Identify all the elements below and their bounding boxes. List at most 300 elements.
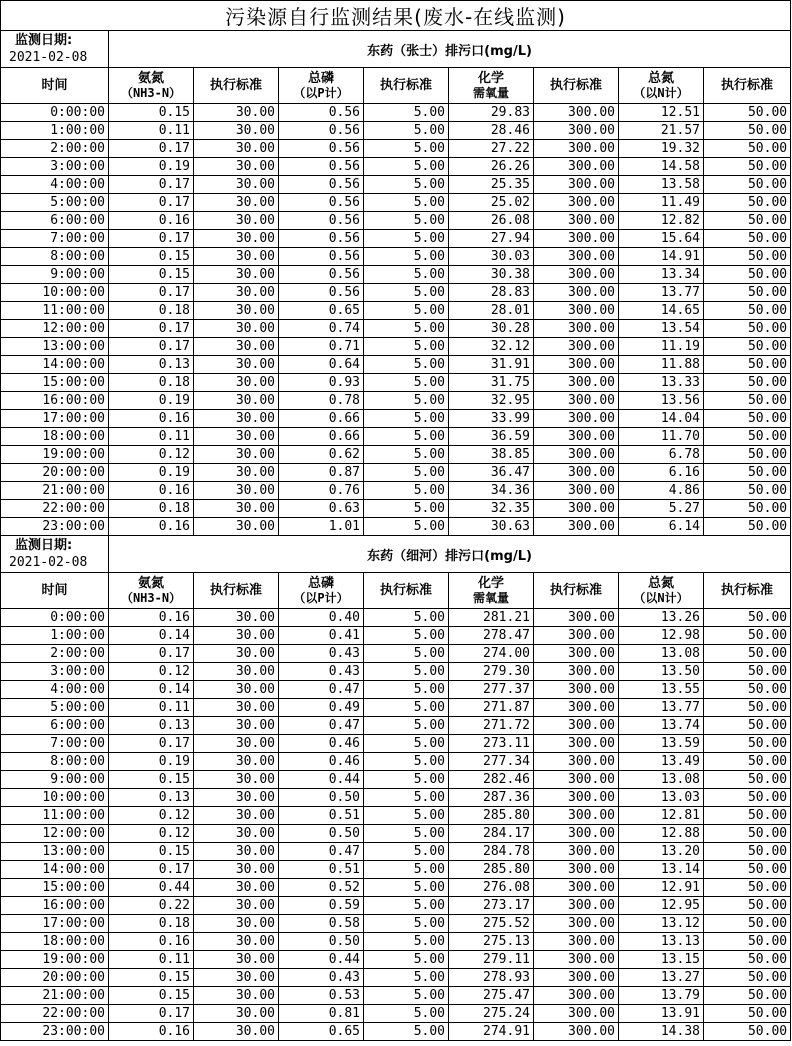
table-cell: 11.49: [619, 194, 704, 212]
table-row: [1, 1023, 791, 1041]
table-cell: 5.00: [364, 915, 449, 933]
table-cell: 13.33: [619, 374, 704, 392]
table-cell: 5.00: [364, 1023, 449, 1041]
table-cell: 30.00: [194, 176, 279, 194]
table-cell: 5.00: [364, 609, 449, 627]
table-cell: 0.13: [109, 356, 194, 374]
table-cell: 0.71: [279, 338, 364, 356]
table-row: [1, 915, 791, 933]
column-header-main: 总氮: [647, 575, 674, 591]
section-header-row: [1, 536, 791, 573]
table-cell: 30.00: [194, 681, 279, 699]
table-cell: 5.00: [364, 969, 449, 987]
column-header-main: 时间: [41, 78, 68, 93]
table-cell: 50.00: [704, 825, 791, 843]
table-cell: 5.00: [364, 879, 449, 897]
table-cell: 300.00: [534, 681, 619, 699]
table-cell: 9:00:00: [1, 266, 109, 284]
table-cell: 0.51: [279, 861, 364, 879]
column-header: [279, 68, 364, 104]
table-cell: 0.43: [279, 645, 364, 663]
table-cell: 7:00:00: [1, 735, 109, 753]
table-cell: 0.47: [279, 681, 364, 699]
table-cell: 50.00: [704, 518, 791, 536]
table-cell: 30.00: [194, 969, 279, 987]
table-cell: 36.47: [449, 464, 534, 482]
table-cell: 30.00: [194, 212, 279, 230]
table-cell: 13.55: [619, 681, 704, 699]
table-cell: 0.19: [109, 392, 194, 410]
table-cell: 30.00: [194, 987, 279, 1005]
table-cell: 50.00: [704, 861, 791, 879]
table-row: [1, 194, 791, 212]
table-cell: 30.00: [194, 500, 279, 518]
table-cell: 30.00: [194, 807, 279, 825]
table-cell: 25.35: [449, 176, 534, 194]
table-cell: 21.57: [619, 122, 704, 140]
table-cell: 278.47: [449, 627, 534, 645]
table-cell: 5.00: [364, 681, 449, 699]
table-cell: 30.00: [194, 717, 279, 735]
table-cell: 22:00:00: [1, 500, 109, 518]
table-cell: 30.00: [194, 951, 279, 969]
table-row: [1, 392, 791, 410]
column-header-sub: 需氧量: [472, 590, 509, 605]
table-cell: 50.00: [704, 248, 791, 266]
table-cell: 13.91: [619, 1005, 704, 1023]
table-cell: 0.15: [109, 771, 194, 789]
table-cell: 300.00: [534, 374, 619, 392]
column-header-main: 执行标准: [721, 78, 774, 93]
table-cell: 300.00: [534, 284, 619, 302]
column-header-main: 化学: [477, 70, 504, 86]
table-cell: 30.00: [194, 446, 279, 464]
table-cell: 0.50: [279, 825, 364, 843]
table-row: [1, 663, 791, 681]
table-cell: 50.00: [704, 446, 791, 464]
table-cell: 300.00: [534, 428, 619, 446]
table-cell: 0.17: [109, 230, 194, 248]
table-cell: 300.00: [534, 951, 619, 969]
table-cell: 12.51: [619, 104, 704, 122]
table-cell: 5.27: [619, 500, 704, 518]
table-row: [1, 825, 791, 843]
column-header-main: 执行标准: [379, 583, 432, 598]
table-cell: 13.03: [619, 789, 704, 807]
table-cell: 0.53: [279, 987, 364, 1005]
table-cell: 300.00: [534, 807, 619, 825]
table-cell: 21:00:00: [1, 482, 109, 500]
table-row: [1, 771, 791, 789]
table-cell: 30.00: [194, 428, 279, 446]
table-cell: 0.16: [109, 410, 194, 428]
table-cell: 9:00:00: [1, 771, 109, 789]
table-cell: 11:00:00: [1, 302, 109, 320]
table-row: [1, 140, 791, 158]
table-cell: 12.95: [619, 897, 704, 915]
table-cell: 282.46: [449, 771, 534, 789]
table-cell: 30.00: [194, 284, 279, 302]
table-cell: 300.00: [534, 194, 619, 212]
table-cell: 36.59: [449, 428, 534, 446]
table-cell: 0.44: [109, 879, 194, 897]
table-cell: 50.00: [704, 735, 791, 753]
table-cell: 50.00: [704, 933, 791, 951]
table-row: [1, 518, 791, 536]
column-header-main: 总磷: [307, 70, 334, 86]
table-cell: 5.00: [364, 248, 449, 266]
table-cell: 30.00: [194, 230, 279, 248]
table-cell: 3:00:00: [1, 158, 109, 176]
column-header: [194, 68, 279, 104]
table-cell: 276.08: [449, 879, 534, 897]
column-header: [194, 573, 279, 609]
table-cell: 12.91: [619, 879, 704, 897]
table-cell: 30.00: [194, 843, 279, 861]
table-cell: 279.11: [449, 951, 534, 969]
table-cell: 50.00: [704, 194, 791, 212]
table-cell: 5.00: [364, 735, 449, 753]
table-cell: 28.46: [449, 122, 534, 140]
table-cell: 50.00: [704, 717, 791, 735]
table-cell: 279.30: [449, 663, 534, 681]
table-cell: 5.00: [364, 392, 449, 410]
table-cell: 50.00: [704, 609, 791, 627]
table-cell: 50.00: [704, 212, 791, 230]
column-header-main: 时间: [41, 583, 68, 598]
table-cell: 30.00: [194, 627, 279, 645]
table-row: [1, 158, 791, 176]
table-cell: 8:00:00: [1, 753, 109, 771]
table-cell: 30.00: [194, 753, 279, 771]
table-cell: 23:00:00: [1, 518, 109, 536]
table-row: [1, 374, 791, 392]
table-cell: 13.34: [619, 266, 704, 284]
table-cell: 12:00:00: [1, 320, 109, 338]
table-cell: 0.56: [279, 284, 364, 302]
monitoring-date-value: 2021-02-08: [9, 555, 88, 570]
table-cell: 0.44: [279, 951, 364, 969]
table-cell: 0.87: [279, 464, 364, 482]
table-cell: 30.00: [194, 266, 279, 284]
table-cell: 5.00: [364, 1005, 449, 1023]
table-cell: 27.94: [449, 230, 534, 248]
table-cell: 300.00: [534, 140, 619, 158]
table-cell: 19.32: [619, 140, 704, 158]
table-cell: 22:00:00: [1, 1005, 109, 1023]
table-cell: 0.12: [109, 807, 194, 825]
table-cell: 30.00: [194, 789, 279, 807]
table-cell: 300.00: [534, 248, 619, 266]
table-cell: 11.88: [619, 356, 704, 374]
table-cell: 34.36: [449, 482, 534, 500]
table-cell: 30.00: [194, 104, 279, 122]
table-cell: 50.00: [704, 104, 791, 122]
table-cell: 0.11: [109, 699, 194, 717]
table-cell: 5.00: [364, 500, 449, 518]
table-cell: 300.00: [534, 663, 619, 681]
table-cell: 5.00: [364, 356, 449, 374]
table-cell: 30.00: [194, 158, 279, 176]
table-cell: 26.08: [449, 212, 534, 230]
table-cell: 0.56: [279, 212, 364, 230]
table-cell: 27.22: [449, 140, 534, 158]
column-header-main: 氨氮: [137, 70, 164, 86]
table-cell: 300.00: [534, 230, 619, 248]
table-cell: 0.56: [279, 176, 364, 194]
table-row: [1, 284, 791, 302]
table-cell: 30.00: [194, 915, 279, 933]
table-cell: 30.00: [194, 410, 279, 428]
table-cell: 30.38: [449, 266, 534, 284]
table-cell: 30.63: [449, 518, 534, 536]
table-cell: 13.15: [619, 951, 704, 969]
table-cell: 6.14: [619, 518, 704, 536]
table-row: [1, 897, 791, 915]
table-cell: 5.00: [364, 266, 449, 284]
table-cell: 31.91: [449, 356, 534, 374]
table-cell: 5.00: [364, 518, 449, 536]
table-cell: 30.00: [194, 140, 279, 158]
column-header: [279, 573, 364, 609]
table-cell: 30.00: [194, 933, 279, 951]
table-cell: 33.99: [449, 410, 534, 428]
table-cell: 0.17: [109, 735, 194, 753]
column-header-main: 执行标准: [721, 583, 774, 598]
table-cell: 5.00: [364, 645, 449, 663]
table-cell: 6.16: [619, 464, 704, 482]
table-row: [1, 1005, 791, 1023]
table-cell: 0.44: [279, 771, 364, 789]
table-cell: 285.80: [449, 807, 534, 825]
table-cell: 13.56: [619, 392, 704, 410]
table-cell: 5.00: [364, 212, 449, 230]
table-cell: 284.78: [449, 843, 534, 861]
table-cell: 10:00:00: [1, 284, 109, 302]
table-cell: 18:00:00: [1, 933, 109, 951]
table-cell: 300.00: [534, 1005, 619, 1023]
table-cell: 5.00: [364, 627, 449, 645]
table-cell: 0.93: [279, 374, 364, 392]
table-cell: 285.80: [449, 861, 534, 879]
column-header-sub: 需氧量: [472, 85, 509, 100]
table-cell: 0.14: [109, 681, 194, 699]
table-cell: 50.00: [704, 284, 791, 302]
table-cell: 300.00: [534, 176, 619, 194]
table-cell: 50.00: [704, 140, 791, 158]
table-cell: 5.00: [364, 428, 449, 446]
table-cell: 5.00: [364, 158, 449, 176]
table-cell: 30.00: [194, 194, 279, 212]
table-cell: 13:00:00: [1, 338, 109, 356]
table-cell: 300.00: [534, 915, 619, 933]
table-cell: 30.28: [449, 320, 534, 338]
table-cell: 300.00: [534, 122, 619, 140]
monitoring-date-value: 2021-02-08: [9, 50, 88, 65]
table-cell: 50.00: [704, 464, 791, 482]
table-cell: 50.00: [704, 230, 791, 248]
table-cell: 0.56: [279, 230, 364, 248]
table-cell: 5.00: [364, 717, 449, 735]
table-cell: 15:00:00: [1, 374, 109, 392]
monitoring-date-label: 监测日期:: [15, 538, 73, 553]
table-cell: 0.12: [109, 663, 194, 681]
table-cell: 30.00: [194, 248, 279, 266]
table-cell: 0.76: [279, 482, 364, 500]
table-cell: 0.74: [279, 320, 364, 338]
table-cell: 0.13: [109, 789, 194, 807]
table-cell: 0.22: [109, 897, 194, 915]
table-cell: 30.00: [194, 897, 279, 915]
table-cell: 30.03: [449, 248, 534, 266]
table-cell: 13.12: [619, 915, 704, 933]
table-cell: 5.00: [364, 843, 449, 861]
column-header: [534, 68, 619, 104]
table-cell: 0.17: [109, 320, 194, 338]
table-cell: 50.00: [704, 807, 791, 825]
column-header: [1, 573, 109, 609]
table-cell: 29.83: [449, 104, 534, 122]
table-cell: 13.27: [619, 969, 704, 987]
table-cell: 30.00: [194, 464, 279, 482]
table-cell: 0.17: [109, 338, 194, 356]
table-cell: 28.01: [449, 302, 534, 320]
table-row: [1, 609, 791, 627]
table-cell: 13.58: [619, 176, 704, 194]
table-cell: 300.00: [534, 627, 619, 645]
table-cell: 2:00:00: [1, 140, 109, 158]
table-cell: 5.00: [364, 699, 449, 717]
column-header-main: 执行标准: [549, 583, 602, 598]
table-cell: 12.98: [619, 627, 704, 645]
table-row: [1, 951, 791, 969]
table-cell: 5.00: [364, 446, 449, 464]
table-cell: 50.00: [704, 266, 791, 284]
table-cell: 275.13: [449, 933, 534, 951]
column-header-main: 执行标准: [209, 78, 262, 93]
table-cell: 11.19: [619, 338, 704, 356]
table-cell: 275.24: [449, 1005, 534, 1023]
table-cell: 300.00: [534, 789, 619, 807]
table-cell: 26.26: [449, 158, 534, 176]
table-cell: 30.00: [194, 825, 279, 843]
table-cell: 0.15: [109, 843, 194, 861]
table-cell: 30.00: [194, 338, 279, 356]
table-cell: 300.00: [534, 879, 619, 897]
monitoring-date-cell: [1, 536, 109, 573]
table-cell: 50.00: [704, 771, 791, 789]
table-cell: 0.81: [279, 1005, 364, 1023]
table-cell: 50.00: [704, 500, 791, 518]
column-header-sub: （以P计）: [293, 590, 349, 605]
table-cell: 0.65: [279, 302, 364, 320]
table-row: [1, 302, 791, 320]
table-row: [1, 933, 791, 951]
table-row: [1, 681, 791, 699]
table-cell: 0.18: [109, 915, 194, 933]
table-cell: 300.00: [534, 717, 619, 735]
table-cell: 0.16: [109, 1023, 194, 1041]
table-cell: 0.15: [109, 987, 194, 1005]
table-cell: 0.12: [109, 825, 194, 843]
table-cell: 5.00: [364, 987, 449, 1005]
table-cell: 274.00: [449, 645, 534, 663]
table-cell: 0.12: [109, 446, 194, 464]
column-header-main: 执行标准: [549, 78, 602, 93]
outlet-name: 东药（张士）排污口(mg/L): [109, 31, 791, 68]
table-row: [1, 627, 791, 645]
table-cell: 50.00: [704, 897, 791, 915]
table-cell: 50.00: [704, 122, 791, 140]
table-cell: 15.64: [619, 230, 704, 248]
table-row: [1, 176, 791, 194]
column-header: [109, 573, 194, 609]
table-cell: 32.95: [449, 392, 534, 410]
table-cell: 1:00:00: [1, 627, 109, 645]
table-cell: 50.00: [704, 320, 791, 338]
table-cell: 300.00: [534, 338, 619, 356]
table-cell: 5.00: [364, 897, 449, 915]
table-cell: 50.00: [704, 969, 791, 987]
table-cell: 12.82: [619, 212, 704, 230]
table-cell: 5.00: [364, 374, 449, 392]
table-cell: 28.83: [449, 284, 534, 302]
table-cell: 300.00: [534, 266, 619, 284]
table-cell: 300.00: [534, 969, 619, 987]
table-cell: 5.00: [364, 104, 449, 122]
table-cell: 0.56: [279, 248, 364, 266]
column-header-sub: （NH3-N）: [120, 590, 182, 605]
table-cell: 13.74: [619, 717, 704, 735]
table-cell: 16:00:00: [1, 392, 109, 410]
table-cell: 0.19: [109, 753, 194, 771]
table-cell: 0.56: [279, 140, 364, 158]
table-cell: 14.65: [619, 302, 704, 320]
table-cell: 14.91: [619, 248, 704, 266]
table-cell: 0.52: [279, 879, 364, 897]
table-cell: 50.00: [704, 681, 791, 699]
table-cell: 50.00: [704, 428, 791, 446]
table-cell: 50.00: [704, 482, 791, 500]
table-cell: 0.11: [109, 122, 194, 140]
table-cell: 0.47: [279, 843, 364, 861]
table-cell: 0.51: [279, 807, 364, 825]
table-cell: 30.00: [194, 356, 279, 374]
table-cell: 300.00: [534, 843, 619, 861]
table-cell: 0.17: [109, 861, 194, 879]
table-cell: 0.56: [279, 194, 364, 212]
table-cell: 13.08: [619, 771, 704, 789]
table-cell: 50.00: [704, 753, 791, 771]
table-cell: 13:00:00: [1, 843, 109, 861]
table-cell: 5.00: [364, 825, 449, 843]
table-cell: 30.00: [194, 735, 279, 753]
table-cell: 50.00: [704, 410, 791, 428]
table-cell: 30.00: [194, 771, 279, 789]
column-header-row: [1, 573, 791, 609]
column-header: [449, 68, 534, 104]
table-cell: 5.00: [364, 122, 449, 140]
table-cell: 0.46: [279, 753, 364, 771]
table-cell: 5:00:00: [1, 699, 109, 717]
table-cell: 30.00: [194, 879, 279, 897]
table-cell: 1.01: [279, 518, 364, 536]
table-row: [1, 753, 791, 771]
table-cell: 0:00:00: [1, 609, 109, 627]
table-cell: 5.00: [364, 176, 449, 194]
table-cell: 3:00:00: [1, 663, 109, 681]
table-cell: 0.17: [109, 176, 194, 194]
